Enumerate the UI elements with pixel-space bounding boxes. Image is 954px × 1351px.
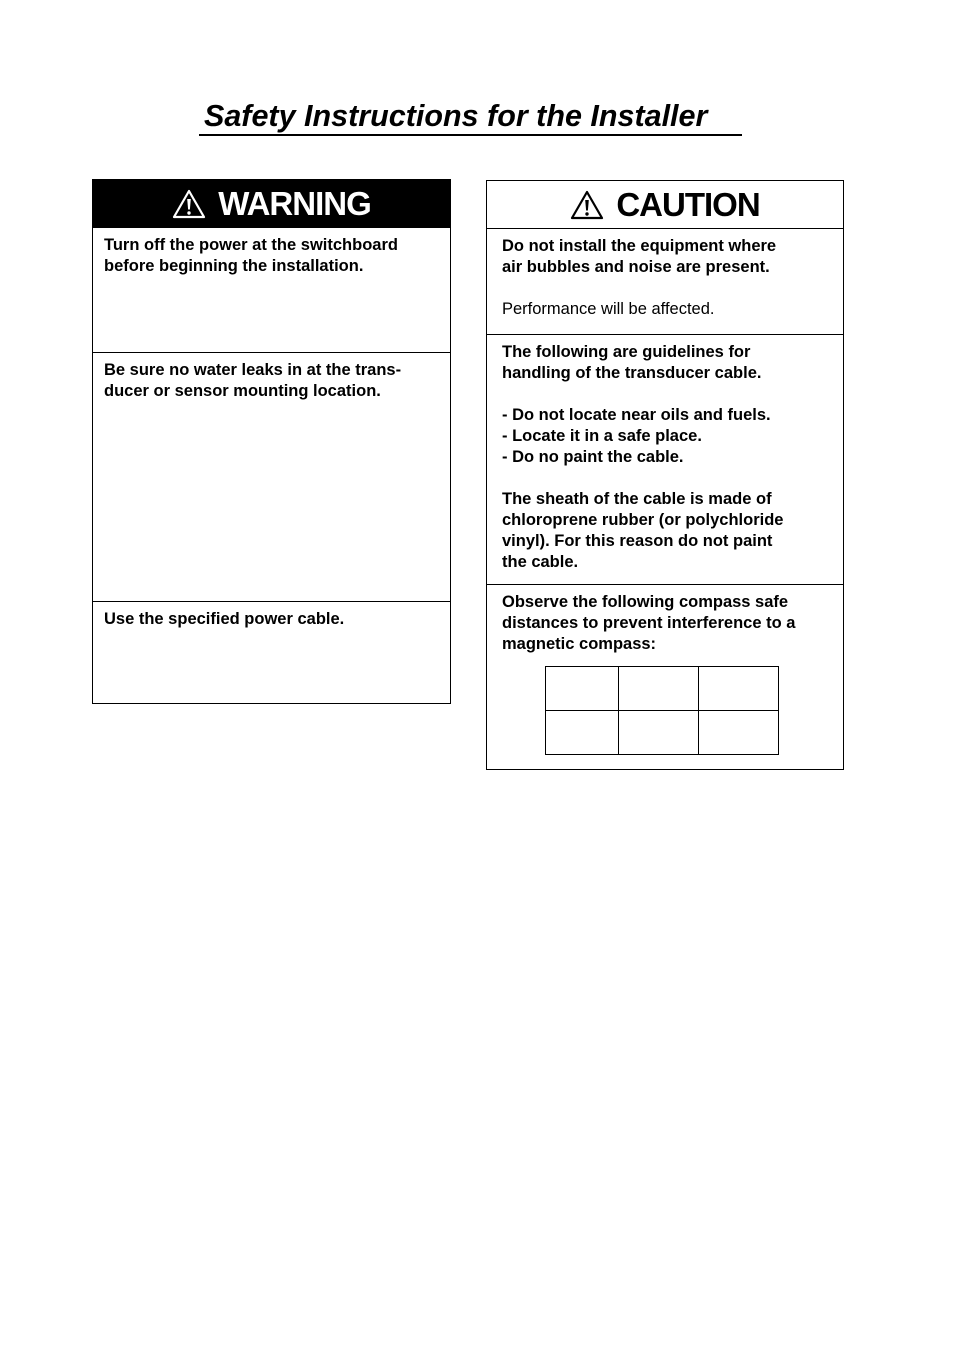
warning-heading: WARNING [218,184,371,222]
table-cell [546,667,619,711]
table-cell [619,711,699,755]
warning-item-water-leak [93,353,450,602]
warning-item-power-cable [93,602,450,702]
table-row [546,711,779,755]
table-row [546,667,779,711]
caution-item-note: Performance will be affected. [502,300,715,318]
caution-item-cable-handling [487,335,843,585]
compass-distance-table [545,666,779,755]
caution-item-text: Observe the following compass safe distances to prevent interference to a magnetic compass: [502,593,796,653]
caution-item-text: Do not install the equipment where air bubbles and noise are present. [502,237,777,276]
warning-header [93,180,450,228]
caution-item-text: The following are guidelines for handling of the transducer cable. [502,343,762,382]
caution-item-bullets: - Do not locate near oils and fuels. - Locate it in a safe place. - Do no paint the cable. [502,406,771,466]
table-cell [699,711,779,755]
caution-panel [486,180,844,770]
table-cell [546,711,619,755]
warning-item-power-off [93,228,450,353]
page-title: Safety Instructions for the Installer [199,96,742,136]
caution-item-air-bubbles [487,229,843,335]
caution-item-compass [487,585,843,769]
warning-panel [92,179,451,704]
caution-header [487,181,843,229]
warning-triangle-icon [172,189,206,219]
warning-item-text: Be sure no water leaks in at the trans- ducer or sensor mounting location. [104,361,402,400]
caution-triangle-icon [570,190,604,220]
table-cell [619,667,699,711]
warning-item-text: Use the specified power cable. [104,610,345,628]
table-cell [699,667,779,711]
warning-item-text: Turn off the power at the switchboard before beginning the installation. [104,236,398,275]
caution-item-extra: The sheath of the cable is made of chloroprene rubber (or polychloride vinyl). For this reason do not paint the cable. [502,490,784,571]
caution-heading: CAUTION [616,185,760,223]
